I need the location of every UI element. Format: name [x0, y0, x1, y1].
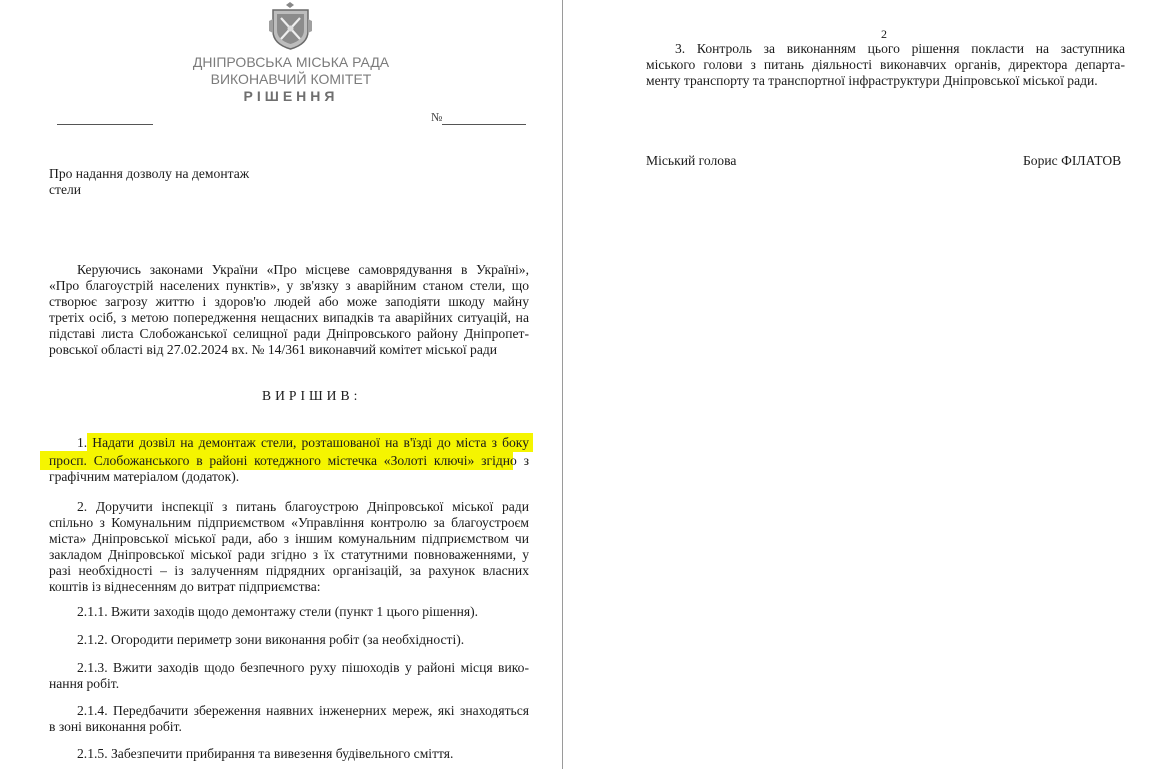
number-label: №: [431, 110, 443, 124]
item-2-1-3-line: 2.1.3. Вжити заходів щодо безпечного руху пішоходів у районі місця вико-: [77, 660, 529, 675]
document-type: РІШЕННЯ: [243, 88, 339, 104]
item-3-line: менту транспорту та транспортної інфраструктури Дніпровської міської ради.: [646, 73, 1098, 88]
subject-line: Про надання дозволу на демонтаж: [49, 166, 250, 181]
preamble-line: Керуючись законами України «Про місцеве самоврядування в Україні»,: [77, 262, 529, 277]
committee-name: ВИКОНАВЧИЙ КОМІТЕТ: [210, 71, 372, 87]
item-3-line: 3. Контроль за виконанням цього рішення покласти на заступника: [675, 41, 1125, 56]
item-2-line: закладом Дніпровської міської ради згідно з їх статутними повноваженнями, у: [49, 547, 529, 562]
item-2-1-4-line: 2.1.4. Передбачити збереження наявних інженерних мереж, які знаходяться: [77, 703, 529, 718]
decided-heading: ВИРІШИВ:: [262, 388, 362, 403]
item-1-line: просп. Слобожанського в районі котеджного містечка «Золоті ключі» згідно з: [49, 453, 529, 468]
page-number: 2: [881, 27, 887, 41]
preamble-line: створює загрозу життю і здоров'ю людей або може заподіяти шкоду майну: [49, 294, 529, 309]
item-2-1-4-line: в зоні виконання робіт.: [49, 719, 182, 734]
signature-title: Міський голова: [646, 153, 737, 168]
date-line: [57, 124, 153, 125]
subject-line: стели: [49, 182, 82, 197]
item-2-line: разі необхідності – із залученням підрядних організацій, за рахунок власних: [49, 563, 529, 578]
preamble-line: підставі листа Слобожанської селищної ради Дніпровського району Дніпропет-: [49, 326, 529, 341]
item-2-1-5: 2.1.5. Забезпечити прибирання та вивезення будівельного сміття.: [77, 746, 454, 761]
item-2-line: спільно з Комунальним підприємством «Управління контролю за благоустроєм: [49, 515, 529, 530]
item-1-line: 1. Надати дозвіл на демонтаж стели, розташованої на в'їзді до міста з боку: [77, 435, 529, 450]
coat-of-arms-icon: [267, 1, 314, 50]
preamble-line: третіх осіб, з метою попередження нещасних випадків та аварійних ситуацій, на: [49, 310, 529, 325]
item-2-line: міста» Дніпровської міської ради, або з іншим комунальним підприємством чи: [49, 531, 529, 546]
document-page-1: [0, 0, 563, 769]
item-2-line: 2. Доручити інспекції з питань благоустрою Дніпровської міської ради: [77, 499, 529, 514]
preamble-line: «Про благоустрій населених пунктів», у зв'язку з аварійним станом стели, що: [49, 278, 529, 293]
number-line: [442, 124, 526, 125]
item-2-line: коштів із віднесенням до витрат підприємства:: [49, 579, 321, 594]
signature-name: Борис ФІЛАТОВ: [1023, 153, 1122, 168]
item-2-1-1: 2.1.1. Вжити заходів щодо демонтажу стели (пункт 1 цього рішення).: [77, 604, 479, 619]
council-name: ДНІПРОВСЬКА МІСЬКА РАДА: [192, 54, 390, 70]
item-1-line: графічним матеріалом (додаток).: [49, 469, 240, 484]
preamble-line: ровської області від 27.02.2024 вх. № 14/361 виконавчий комітет міської ради: [49, 342, 498, 357]
item-2-1-2: 2.1.2. Огородити периметр зони виконання робіт (за необхідності).: [77, 632, 465, 647]
document-page-2: [563, 0, 1155, 769]
item-2-1-3-line: нання робіт.: [49, 676, 120, 691]
item-3-line: міського голови з питань діяльності виконавчих органів, директора департа-: [646, 57, 1125, 72]
